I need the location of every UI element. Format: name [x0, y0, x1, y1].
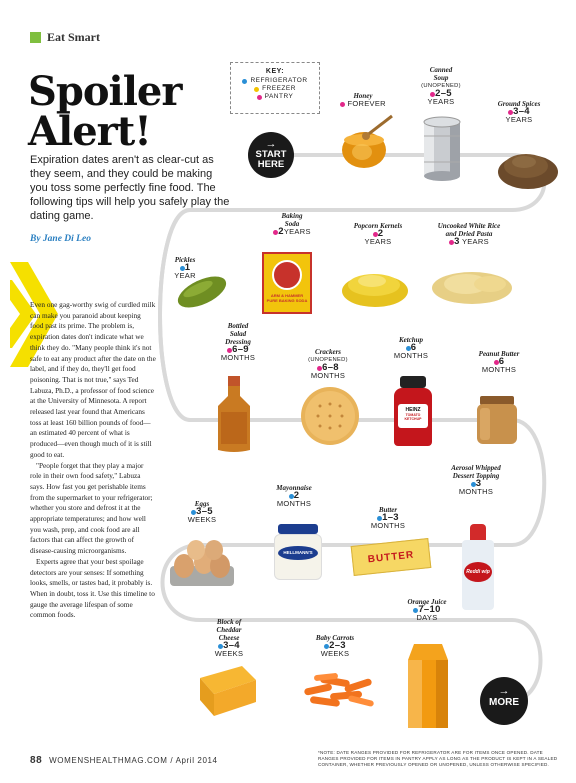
arm-hammer-logo-icon — [272, 260, 302, 290]
title-line-1: Spoiler — [28, 68, 182, 115]
key-refrigerator: REFRIGERATOR — [250, 77, 308, 84]
more-label: MORE — [489, 697, 519, 708]
start-here-badge — [248, 132, 294, 178]
key-pantry: PANTRY — [264, 93, 294, 100]
page-number: 88 — [30, 755, 43, 766]
cracker-icon — [298, 384, 362, 448]
arrow-right-icon: → — [265, 138, 277, 150]
ground-spices-icon — [496, 142, 560, 190]
ketchup-bottle — [394, 376, 432, 446]
label-mayonnaise: Mayonnaise 2 MONTHS — [276, 484, 312, 508]
label-honey: Honey FOREVER — [334, 92, 392, 108]
pickle-icon — [174, 272, 230, 312]
peanut-butter-jar-icon — [474, 394, 520, 446]
here-label: HERE — [257, 159, 285, 170]
legend-key — [230, 62, 320, 114]
pantry-dot-icon — [340, 102, 345, 107]
body-paragraph: Even one gag-worthy swig of curdled milk can make you paranoid about keeping food past its prime. The problem is, expiration dates don't indicate what we think they do. "Many people think it's not safe to eat any product after the date on the label, and if they do, they'll get food poisoning. That is not true," says Ted Labuza, Ph.D., a professor of food science at the University of Minnesota. A report released last year found that Americans toss at least 160 billion pounds of food—an estimated 40 percent of what is produced—even though much of it is still good to eat. — [30, 300, 156, 459]
footer-date: / April 2014 — [170, 756, 218, 765]
label-ground-spices: Ground Spices 3–4 YEARS — [497, 100, 541, 124]
baby-carrots-icon — [300, 672, 378, 712]
mayonnaise-jar — [274, 524, 322, 580]
byline: By Jane Di Leo — [30, 234, 91, 244]
label-salad-dressing: Bottled Salad Dressing 6–9 MONTHS — [220, 322, 256, 362]
soup-can-icon — [422, 116, 462, 182]
whipped-topping-can — [462, 524, 494, 610]
label-canned-soup: Canned Soup (UNOPENED) 2–5 YEARS — [421, 66, 461, 106]
honey-pot-icon — [336, 112, 396, 172]
label-crackers: Crackers (UNOPENED) 6–8 MONTHS — [308, 348, 348, 380]
body-paragraph: Experts agree that your best spoilage detectors are your senses: If something looks, smells, or tastes bad, it probably is. When in doubt, toss it. Use this timeline to gauge the average lifespan of some common foods. — [30, 556, 155, 620]
label-orange-juice: Orange Juice 7–10 DAYS — [407, 598, 447, 622]
label-eggs: Eggs 3–5 WEEKS — [187, 500, 217, 524]
start-label: START — [255, 149, 287, 160]
label-baking-soda: Baking Soda 2YEARS — [262, 212, 322, 236]
key-freezer: FREEZER — [262, 85, 296, 92]
footer-site: WOMENSHEALTHMAG.COM — [49, 756, 168, 765]
page-footer — [30, 755, 218, 766]
body-paragraph: "People forget that they play a major role in their own food safety," Labuza says. How fast you get perishable items from the supermarket to your refrigerator; whether you store and defrost it at the appropriate temperatures; and how well you wash, prep, and cook food are all factors that can affect the growth of disease-causing microorganisms. — [30, 460, 153, 556]
freezer-dot-icon — [254, 87, 259, 92]
ketchup-label: HEINZ TOMATO KETCHUP — [398, 404, 428, 428]
label-whipped-topping: Aerosol Whipped Dessert Topping 3 MONTHS — [451, 464, 501, 496]
mayo-label: HELLMANN'S — [278, 546, 318, 560]
deck-text: Expiration dates aren't as clear-cut as they seem, and they could be making you toss some perfectly fine food. The following tips will help you safely play the dating game. — [30, 154, 230, 222]
arrow-right-icon: → — [498, 685, 510, 697]
label-pickles: Pickles 1 YEAR — [174, 256, 196, 280]
label-butter: Butter 1–3 MONTHS — [370, 506, 406, 530]
salad-dressing-bottle-icon — [214, 374, 254, 454]
refrigerator-dot-icon — [242, 79, 247, 84]
butter-stick: BUTTER — [351, 538, 432, 576]
baking-soda-box: ARM & HAMMER PURE BAKING SODA — [262, 252, 312, 314]
key-title: KEY: — [265, 68, 285, 75]
cheddar-cheese-icon — [194, 662, 260, 718]
pantry-dot-icon — [257, 95, 262, 100]
rice-pasta-icon — [430, 262, 514, 306]
label-peanut-butter: Peanut Butter 6 MONTHS — [478, 350, 520, 374]
label-rice-pasta: Uncooked White Rice and Dried Pasta 3 YEARS — [437, 222, 501, 247]
label-popcorn-kernels: Popcorn Kernels 2 YEARS — [353, 222, 403, 246]
popcorn-kernels-icon — [340, 265, 410, 309]
section-label: Eat Smart — [47, 30, 100, 44]
footnote: *NOTE: DATE RANGES PROVIDED FOR REFRIGERATOR ARE FOR ITEMS ONCE OPENED. DATE RANGES PROVIDED FOR ITEMS IN PANTRY APPLY AS LONG AS THE PRODUCT IS KEPT IN A SEALED CONTAINER, WHETHER PREVIOUSLY OPENED OR UNOPENED, UNLESS OTHERWISE SPECIFIED. — [318, 750, 558, 767]
label-cheddar-cheese: Block of Cheddar Cheese 3–4 WEEKS — [214, 618, 244, 658]
topping-label: Reddi wip — [464, 562, 492, 582]
label-ketchup: Ketchup 6 MONTHS — [393, 336, 429, 360]
label-baby-carrots: Baby Carrots 2–3 WEEKS — [315, 634, 355, 658]
more-button[interactable] — [480, 677, 528, 725]
eggs-carton-icon — [168, 538, 236, 588]
title-line-2: Alert! — [28, 108, 151, 155]
orange-juice-carton-icon — [406, 642, 450, 730]
